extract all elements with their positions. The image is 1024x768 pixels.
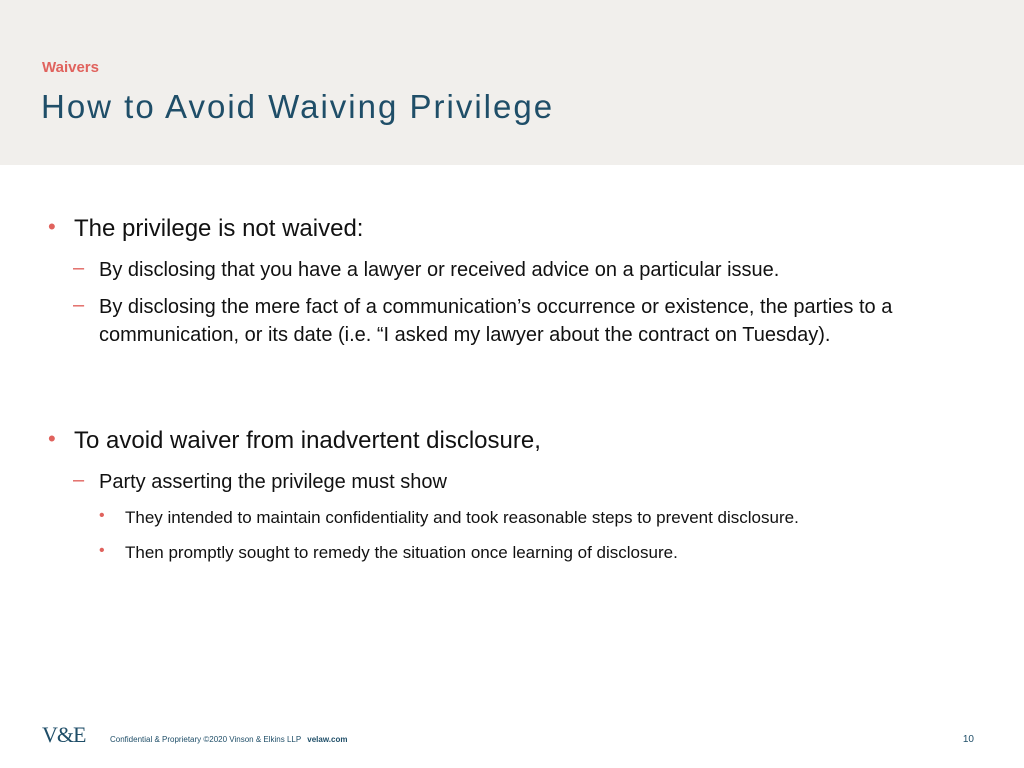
sub-sub-bullet-item: [99, 542, 985, 564]
bullet-dot-icon: •: [48, 214, 56, 239]
sub-sub-bullet-item: [99, 507, 985, 529]
bullet-text: The privilege is not waived:: [74, 215, 364, 242]
dash-icon: –: [73, 294, 85, 316]
sub-bullet-item: [73, 293, 959, 349]
page-number: 10: [962, 734, 974, 745]
bullet-dot-icon: •: [99, 507, 105, 524]
website-link[interactable]: velaw.com: [307, 735, 348, 744]
header-band: [0, 0, 1024, 165]
page-title: How to Avoid Waiving Privilege: [41, 88, 555, 125]
company-logo: V&E: [42, 722, 86, 747]
sub-bullet-text: By disclosing that you have a lawyer or received advice on a particular issue.: [99, 259, 780, 281]
sub-bullet-text: By disclosing the mere fact of a communication’s occurrence or existence, the parties to a communication, or its date (i.e. “I asked my lawyer about the contract on Tuesday).: [99, 296, 893, 346]
bullet-text: To avoid waiver from inadvertent disclosure,: [74, 427, 541, 454]
sub-bullet-text: Party asserting the privilege must show: [99, 471, 447, 493]
sub-sub-bullet-text: Then promptly sought to remedy the situation once learning of disclosure.: [125, 543, 678, 562]
sub-sub-bullet-text: They intended to maintain confidentiality and took reasonable steps to prevent disclosure.: [125, 508, 799, 527]
bullet-dot-icon: •: [99, 542, 105, 559]
bullet-item: [48, 426, 974, 455]
section-label: Waivers: [42, 59, 99, 76]
dash-icon: –: [73, 469, 85, 491]
sub-bullet-item: [73, 468, 969, 496]
dash-icon: –: [73, 257, 85, 279]
bullet-dot-icon: •: [48, 426, 56, 451]
bullet-item: [48, 214, 974, 243]
confidential-notice: Confidential & Proprietary ©2020 Vinson & Elkins LLP: [110, 735, 302, 744]
footer-text: [110, 735, 347, 744]
sub-bullet-item: [73, 256, 969, 284]
